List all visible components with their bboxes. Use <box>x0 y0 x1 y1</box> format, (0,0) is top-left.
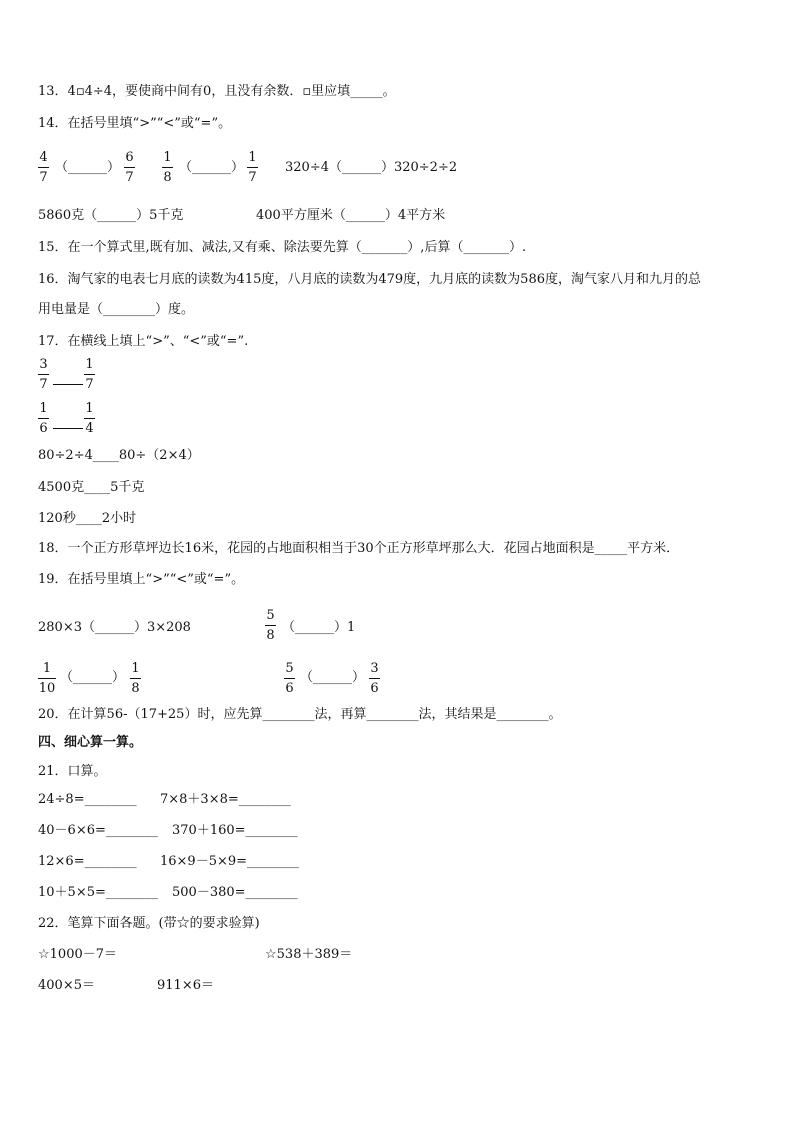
q14-blank-1[interactable]: （______） <box>55 160 121 175</box>
q14-title: 14．在括号里填“>”“<”或“=”。 <box>38 116 232 131</box>
q17-r1-answer-line[interactable] <box>53 384 83 385</box>
denominator: 7 <box>85 377 94 392</box>
q14-expression-1: 320÷4（______）320÷2÷2 <box>285 160 458 175</box>
q21-item-3b: 16×9－5×9=________ <box>160 854 300 869</box>
q22-item-1b: ☆538＋389＝ <box>265 947 353 962</box>
q17-r4: 4500克____5千克 <box>38 480 145 495</box>
denominator: 8 <box>163 170 172 185</box>
q16-line1: 16．淘气家的电表七月底的读数为415度，八月底的读数为479度，九月底的读数为586度，淘气家八月和九月的总 <box>38 272 701 287</box>
q21-item-3a: 12×6=________ <box>38 854 137 869</box>
q19-d-fraction-1 <box>284 661 295 696</box>
numerator: 1 <box>131 661 140 676</box>
q18-text: 18．一个正方形草坪边长16米，花园的占地面积相当于30个正方形草坪那么大．花园占地面积是_____平方米． <box>38 541 680 556</box>
numerator: 3 <box>370 661 379 676</box>
denominator: 4 <box>85 421 94 436</box>
denominator: 8 <box>131 681 140 696</box>
q22-title: 22．笔算下面各题。(带☆的要求验算) <box>38 916 260 931</box>
q13-text: 13．4▫4÷4，要使商中间有0，且没有余数．▫里应填_____。 <box>38 84 396 99</box>
denominator: 10 <box>38 681 56 696</box>
q17-r2-fraction-a <box>38 401 49 436</box>
numerator: 1 <box>85 357 94 372</box>
numerator: 1 <box>85 401 94 416</box>
q21-item-2b: 370＋160=________ <box>172 823 298 838</box>
numerator: 3 <box>39 357 48 372</box>
q20-text: 20．在计算56-（17+25）时，应先算________法，再算________法，其结果是________。 <box>38 707 562 722</box>
q17-r2-fraction-b <box>84 401 95 436</box>
q21-item-2a: 40－6×6=________ <box>38 823 158 838</box>
q17-r5: 120秒____2小时 <box>38 511 137 526</box>
numerator: 1 <box>163 150 172 165</box>
q19-d-fraction-2 <box>369 661 380 696</box>
denominator: 7 <box>39 377 48 392</box>
q21-item-1b: 7×8＋3×8=________ <box>160 792 291 807</box>
q22-item-1a: ☆1000－7＝ <box>38 947 118 962</box>
q14-fraction-1 <box>38 150 49 185</box>
denominator: 7 <box>125 170 134 185</box>
denominator: 6 <box>370 681 379 696</box>
numerator: 1 <box>39 401 48 416</box>
q17-r1-fraction-a <box>38 357 49 392</box>
q14-blank-2[interactable]: （______） <box>179 160 245 175</box>
denominator: 6 <box>285 681 294 696</box>
q21-item-1a: 24÷8=________ <box>38 792 137 807</box>
q19-c-fraction-2 <box>130 661 141 696</box>
q17-r1-fraction-b <box>84 357 95 392</box>
q15-text: 15．在一个算式里,既有加、减法,又有乘、除法要先算（_______）,后算（_______）. <box>38 240 527 255</box>
q21-item-4a: 10＋5×5=________ <box>38 885 158 900</box>
q21-title: 21．口算。 <box>38 764 107 779</box>
q21-item-4b: 500－380=________ <box>172 885 298 900</box>
q14-fraction-3 <box>162 150 173 185</box>
q14-fraction-4 <box>247 150 258 185</box>
q14-row2-b: 400平方厘米（______）4平方米 <box>256 208 446 223</box>
section4-title: 四、细心算一算。 <box>38 735 143 750</box>
numerator: 1 <box>248 150 257 165</box>
denominator: 7 <box>248 170 257 185</box>
q19-c-fraction-1 <box>38 661 56 696</box>
numerator: 5 <box>285 661 294 676</box>
q17-r2-answer-line[interactable] <box>53 428 83 429</box>
q22-item-2b: 911×6＝ <box>157 978 214 993</box>
q19-b-fraction <box>265 608 276 643</box>
q19-a: 280×3（______）3×208 <box>38 620 191 635</box>
numerator: 4 <box>39 150 48 165</box>
q17-r3: 80÷2÷4____80÷（2×4） <box>38 448 200 463</box>
q19-b-tail[interactable]: （______）1 <box>282 620 356 635</box>
q14-fraction-2 <box>124 150 135 185</box>
denominator: 6 <box>39 421 48 436</box>
denominator: 8 <box>266 628 275 643</box>
q22-item-2a: 400×5＝ <box>38 978 95 993</box>
denominator: 7 <box>39 170 48 185</box>
q19-title: 19．在括号里填上“>”“<”或“=”。 <box>38 572 245 587</box>
q16-line2: 用电量是（________）度。 <box>38 302 195 317</box>
numerator: 1 <box>42 661 52 676</box>
numerator: 5 <box>266 608 275 623</box>
numerator: 6 <box>125 150 134 165</box>
q19-c-blank[interactable]: （______） <box>60 670 126 685</box>
q17-title: 17．在横线上填上“>”、“<”或“=”. <box>38 334 249 349</box>
q19-d-blank[interactable]: （______） <box>300 670 366 685</box>
q14-row2-a: 5860克（______）5千克 <box>38 208 184 223</box>
